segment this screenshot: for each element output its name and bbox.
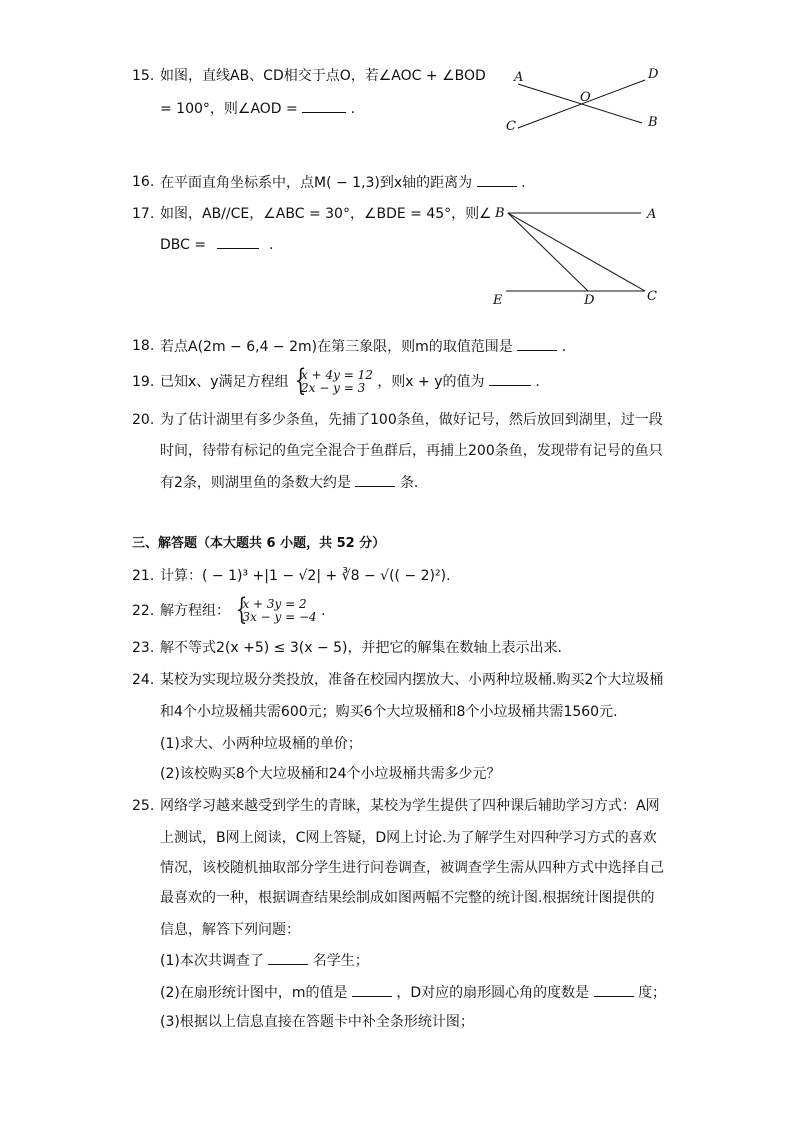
label-c: C [506,119,516,134]
label-b: B [648,115,658,130]
question-number: 24. [132,672,155,688]
question-line [160,362,540,402]
question-text: 最喜欢的一种，根据调查结果绘制成如图两幅不完整的统计图.根据统计图提供的 [160,890,655,906]
answer-blank[interactable] [217,234,259,249]
question-text: . [321,603,326,619]
question-line [160,591,326,631]
question-text: 网络学习越来越受到学生的青睐，某校为学生提供了四种课后辅助学习方式：A网 [160,798,660,814]
label-a: A [647,207,657,222]
question-line [160,472,418,493]
answer-blank[interactable] [517,336,557,351]
question-text: 时间，待带有标记的鱼完全混合于鱼群后，再捕上200条鱼，发现带有记号的鱼只 [160,443,663,459]
figure-intersecting-lines [500,58,670,138]
equation-2: 3x − y = −4 [242,610,317,624]
sub-question [160,982,666,1003]
label-b: B [495,206,505,221]
answer-blank[interactable] [355,472,395,487]
question-text: ，则x + y的值为 [377,374,485,390]
question-text: 如图，AB//CE，∠ABC = 30°，∠BDE = 45°，则∠ [160,206,492,222]
question-text-line2 [160,234,273,255]
question-text: 为了估计湖里有多少条鱼，先捕了100条鱼，做好记号，然后放回到湖里，过一段 [160,412,663,428]
question-number: 23. [132,640,155,656]
question-text: 名学生； [312,953,369,969]
answer-blank[interactable] [489,371,531,386]
question-number: 25. [132,798,155,814]
question-text-line2 [160,98,355,119]
equation-2: 2x − y = 3 [301,381,366,395]
label-d: D [584,293,595,308]
equation-1: { x + 3y = 2 [242,597,307,611]
question-text: 已知x、y满足方程组 [160,374,289,390]
question-text: 有2条，则湖里鱼的条数大约是 [160,475,351,491]
label-a: A [514,70,524,85]
question-text: 条. [399,475,419,491]
question-number: 20. [132,412,155,428]
question-text: = 100°，则∠AOD = [160,101,298,117]
answer-blank[interactable] [477,172,517,187]
label-d: D [648,67,659,82]
section-heading: 三、解答题（本大题共 6 小题，共 52 分） [132,536,386,551]
answer-blank[interactable] [268,950,308,965]
question-text: 某校为实现垃圾分类投放，准备在校园内摆放大、小两种垃圾桶.购买2个大垃圾桶 [160,672,664,688]
question-line [160,172,526,193]
question-number: 18. [132,338,155,354]
question-text: . [521,175,526,191]
question-text: 上测试，B网上阅读，C网上答疑，D网上讨论.为了解学生对四种学习方式的喜欢 [160,830,657,846]
sub-question [160,950,369,971]
question-text: 情况，该校随机抽取部分学生进行问卷调查，被调查学生需从四种方式中选择自己 [160,860,664,876]
question-number: 21. [132,568,155,584]
question-number: 15. [132,68,155,84]
question-text: 若点A(2m − 6,4 − 2m)在第三象限，则m的取值范围是 [160,339,513,355]
question-text: (1)本次共调查了 [160,953,264,969]
question-text: 和4个小垃圾桶共需600元；购买6个大垃圾桶和8个小垃圾桶共需1560元. [160,704,618,720]
question-line [160,336,566,357]
label-o: O [580,90,591,105]
question-number: 17. [132,206,155,222]
question-text: 计算：( − 1)³ +|1 − √2| + ∛8 − √(( − 2)²). [160,568,451,584]
question-text: . [350,101,356,117]
question-number: 22. [132,603,155,619]
answer-blank[interactable] [352,982,392,997]
equation-system [293,369,373,395]
question-text: 在平面直角坐标系中，点M( − 1,3)到x轴的距离为 [160,175,473,191]
question-text: ，D对应的扇形圆心角的度数是 [396,985,590,1001]
question-number: 19. [132,374,155,390]
sub-question: (3)根据以上信息直接在答题卡中补全条形统计图； [160,1014,474,1030]
answer-blank[interactable] [594,982,634,997]
question-text: 度； [638,985,667,1001]
question-text: 信息，解答下列问题： [160,922,300,938]
question-text: 解方程组： [160,603,230,619]
label-c: C [647,289,657,304]
equation-system [234,598,316,624]
question-text: . [561,339,567,355]
sub-question: (1)求大、小两种垃圾桶的单价； [160,736,362,752]
sub-question: (2)该校购买8个大垃圾桶和24个小垃圾桶共需多少元？ [160,766,501,782]
label-e: E [493,293,503,308]
question-text: DBC = [160,237,207,253]
question-text: 如图，直线AB、CD相交于点O，若∠AOC + ∠BOD [160,68,486,84]
equation-1: { x + 4y = 12 [301,368,373,382]
question-number: 16. [132,174,155,190]
figure-parallel-lines [488,200,668,312]
question-text: . [535,374,540,390]
question-text: . [269,237,274,253]
answer-blank[interactable] [302,98,346,113]
question-text: 解不等式2(x +5) ≤ 3(x − 5)，并把它的解集在数轴上表示出来. [160,640,562,656]
question-text: (2)在扇形统计图中，m的值是 [160,985,348,1001]
